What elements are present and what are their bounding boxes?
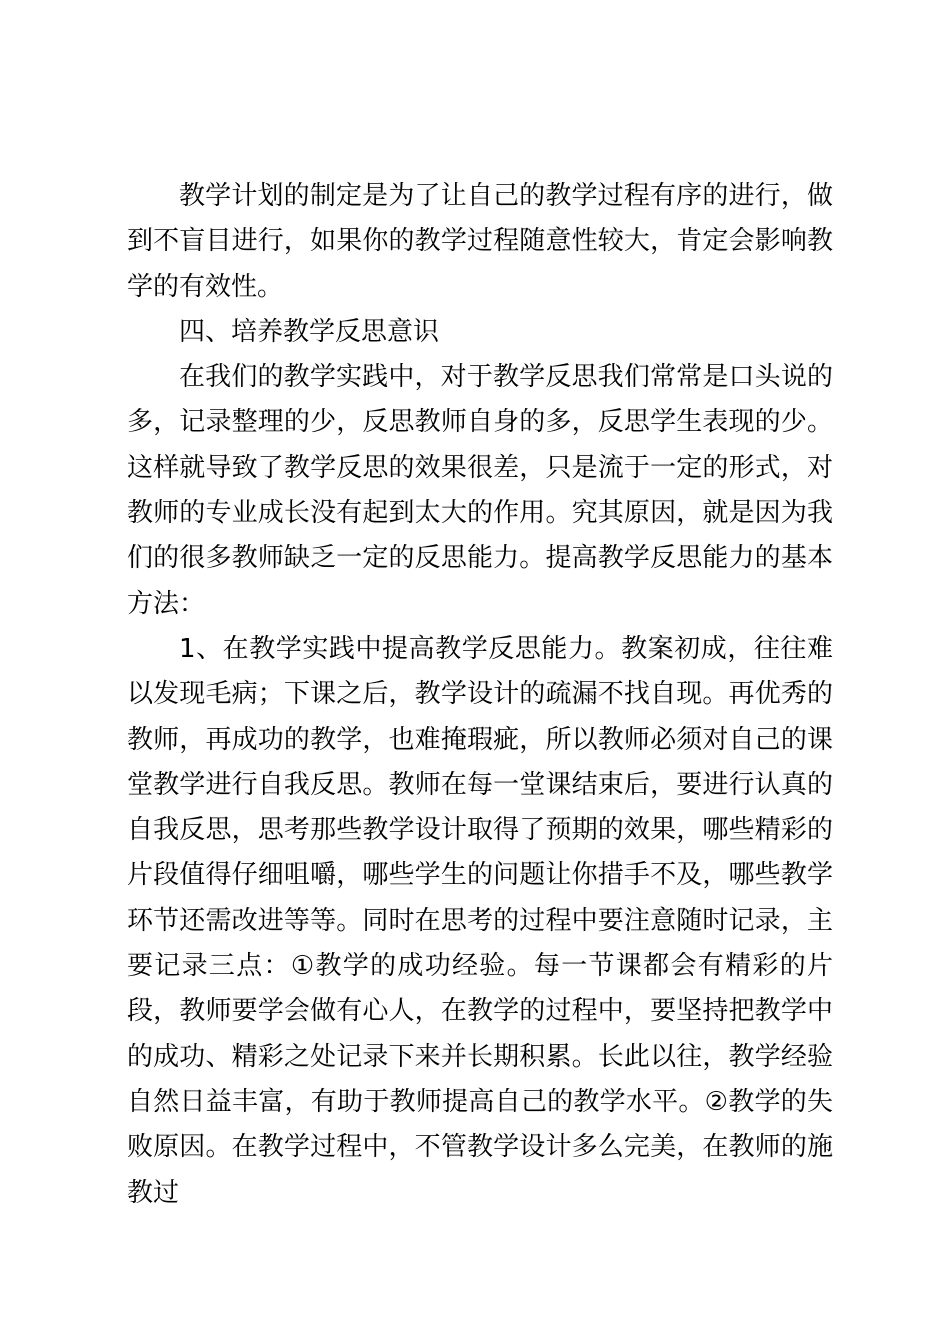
document-body — [127, 174, 833, 1216]
paragraph-teaching-plan: 教学计划的制定是为了让自己的教学过程有序的进行，做到不盲目进行，如果你的教学过程随意性较大，肯定会影响教学的有效性。 — [127, 181, 833, 302]
paragraph-reflection-practice: 在我们的教学实践中，对于教学反思我们常常是口头说的多，记录整理的少，反思教师自身的多，反思学生表现的少。这样就导致了教学反思的效果很差，只是流于一定的形式，对教师的专业成长没有起到太大的作用。究其原因，就是因为我们的很多教师缺乏一定的反思能力。提高教学反思能力的基本方法： — [127, 362, 833, 619]
section-heading-reflection: 四、培养教学反思意识 — [179, 316, 440, 347]
paragraph-method-one: 1、在教学实践中提高教学反思能力。教案初成，往往难以发现毛病；下课之后，教学设计的疏漏不找自现。再优秀的教师，再成功的教学，也难掩瑕疵，所以教师必须对自己的课堂教学进行自我反思。教师在每一堂课结束后，要进行认真的自我反思，思考那些教学设计取得了预期的效果，哪些精彩的片段值得仔细咀嚼，哪些学生的问题让你措手不及，哪些教学环节还需改进等等。同时在思考的过程中要注意随时记录，主要记录三点：①教学的成功经验。每一节课都会有精彩的片段，教师要学会做有心人，在教学的过程中，要坚持把教学中的成功、精彩之处记录下来并长期积累。长此以往，教学经验自然日益丰富，有助于教师提高自己的教学水平。②教学的失败原因。在教学过程中，不管教学设计多么完美，在教师的施教过 — [127, 633, 833, 1208]
